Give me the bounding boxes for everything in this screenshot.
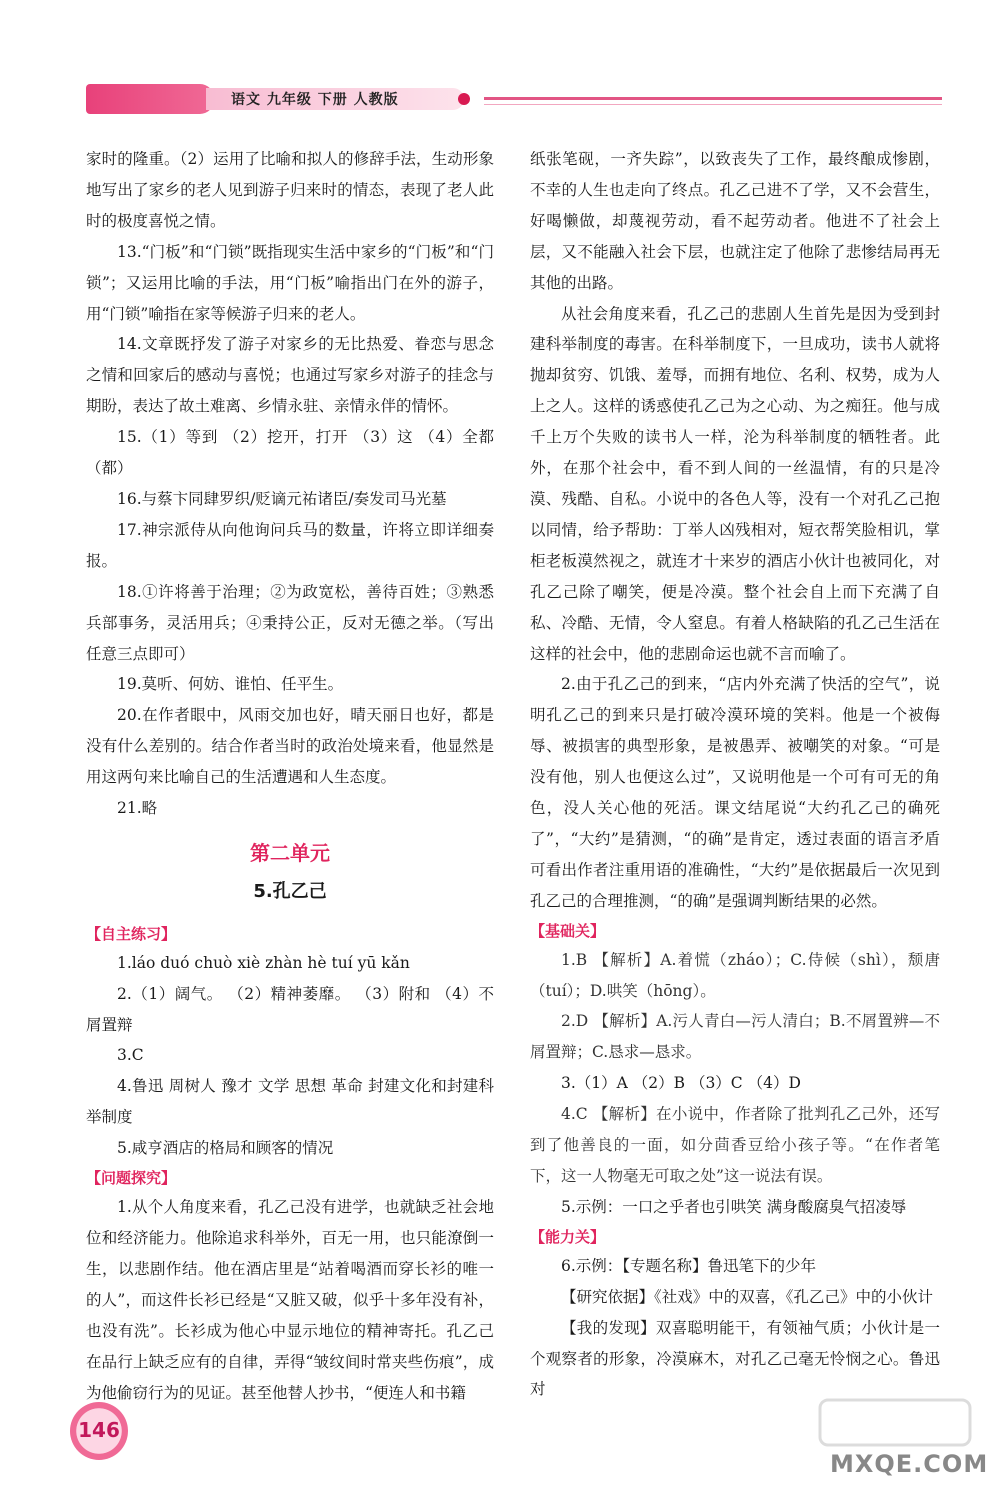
answer-13: 13.“门板”和“门锁”既指现实生活中家乡的“门板”和“门锁”；又运用比喻的手法，用“门板”喻指出门在外的游子，用“门锁”喻指在家等候游子归来的老人。 <box>86 242 494 323</box>
ability-item-2: 【研究依据】《社戏》中的双喜，《孔乙己》中的小伙计 <box>561 1287 934 1306</box>
page-number: 146 <box>78 1418 120 1442</box>
right-column <box>530 144 940 1405</box>
header-rule <box>484 97 942 100</box>
page-number-badge <box>70 1402 128 1460</box>
header-tab <box>86 84 214 114</box>
lesson-title: 5.孔乙己 <box>253 880 327 902</box>
basic-item-3: 3.（1）A （2）B （3）C （4）D <box>561 1074 801 1093</box>
basic-item-5: 5.示例：一口之乎者也引哄笑 满身酸腐臭气招凌辱 <box>561 1197 907 1216</box>
book-info: 语文 九年级 下册 人教版 <box>231 92 399 108</box>
ability-item-3: 【我的发现】双喜聪明能干，有领袖气质；小伙计是一个观察者的形象，冷漠麻木，对孔乙己毫无怜悯之心。鲁迅对 <box>530 1318 940 1399</box>
social-analysis-paragraph: 从社会角度来看，孔乙己的悲剧人生首先是因为受到封建科举制度的毒害。在科举制度下，一旦成功，读书人就将抛却贫穷、饥饿、羞辱，而拥有地位、名利、权势，成为人上之人。这样的诱惑使孔乙己为之心动、为之痴狂。他与成千上万个失败的读书人一样，沦为科举制度的牺牲者。此外，在那个社会中，看不到人间的一丝温情，有的只是冷漠、残酷、自私。小说中的各色人等，没有一个对孔乙己抱以同情，给予帮助：丁举人凶残相对，短衣帮笑脸相讥，掌柜老板漠然视之，就连才十来岁的酒店小伙计也被同化，对孔乙己除了嘲笑，便是冷漠。整个社会自上而下充满了自私、冷酷、无情，令人窒息。有着人格缺陷的孔乙己生活在这样的社会中，他的悲剧命运也就不言而喻了。 <box>530 304 940 663</box>
section-ability: 【能力关】 <box>530 1227 606 1246</box>
unit-title: 第二单元 <box>250 840 330 865</box>
answer-paragraph: 家时的隆重。（2）运用了比喻和拟人的修辞手法，生动形象地写出了家乡的老人见到游子归来时的情态，表现了老人此时的极度喜悦之情。 <box>86 150 494 230</box>
answer-18: 18.①许将善于治理；②为政宽松，善待百姓；③熟悉兵部事务，灵活用兵；④秉持公正，反对无德之举。（写出任意三点即可） <box>86 582 494 663</box>
left-column <box>86 144 494 1408</box>
page-header <box>86 78 946 120</box>
self-item-4: 4.鲁迅 周树人 豫才 文学 思想 革命 封建文化和封建科举制度 <box>86 1077 494 1127</box>
explore-paragraph-continued: 纸张笔砚，一齐失踪”，以致丧失了工作，最终酿成惨剧，不幸的人生也走向了终点。孔乙己进不了学，又不会营生，好喝懒做，却蔑视劳动，看不起劳动者。他进不了社会上层，又不能融入社会下层，也就注定了他除了悲惨结局再无其他的出路。 <box>530 150 940 292</box>
answer-15: 15.（1）等到 （2）挖开，打开 （3）这 （4）全都（都） <box>86 428 494 478</box>
self-item-5: 5.咸亨酒店的格局和顾客的情况 <box>117 1139 334 1158</box>
answer-21: 21.略 <box>117 799 158 818</box>
header-rule-thin <box>484 104 942 105</box>
basic-item-1: 1.B 【解析】A.着慌（zháo）；C.侍候（shì），颓唐（tuí）；D.哄笑（hōng）。 <box>530 950 940 1000</box>
explore-paragraph: 1.从个人角度来看，孔乙己没有进学，也就缺乏社会地位和经济能力。他除追求科举外，百无一用，也只能潦倒一生，以悲剧作结。他在酒店里是“站着喝酒而穿长衫的唯一的人”，而这件长衫已经是“又脏又破，似乎十多年没有补，也没有洗”。长衫成为他心中显示地位的精神寄托。孔乙己在品行上缺乏应有的自律，弄得“皱纹间时常夹些伤痕”，成为他偷窃行为的见证。甚至他替人抄书，“便连人和书籍 <box>86 1198 494 1402</box>
watermark-text: MXQE.COM <box>830 1450 989 1478</box>
section-basic: 【基础关】 <box>530 921 606 940</box>
answer-19: 19.莫听、何妨、谁怕、任平生。 <box>117 675 344 694</box>
section-problem-explore: 【问题探究】 <box>86 1169 177 1188</box>
self-item-3: 3.C <box>117 1046 144 1065</box>
section-self-practice: 【自主练习】 <box>86 924 177 943</box>
basic-item-4: 4.C 【解析】在小说中，作者除了批判孔乙己外，还写到了他善良的一面，如分茴香豆给小孩子等。“在作者笔下，这一人物毫无可取之处”这一说法有误。 <box>530 1105 940 1185</box>
answer-16: 16.与蔡卞同肆罗织/贬谪元祐诸臣/奏发司马光墓 <box>117 489 447 508</box>
answer-17: 17.神宗派侍从向他询问兵马的数量，许将立即详细奏报。 <box>86 520 494 570</box>
ability-item-1: 6.示例：【专题名称】鲁迅笔下的少年 <box>561 1256 817 1275</box>
answer-14: 14.文章既抒发了游子对家乡的无比热爱、眷恋与思念之情和回家后的感动与喜悦；也通过写家乡对游子的挂念与期盼，表达了故土难离、乡情永驻、亲情永伴的情怀。 <box>86 335 494 416</box>
self-item-1: 1.láo duó chuò xiè zhàn hè tuí yū kǎn <box>117 953 410 972</box>
explore-answer-2: 2.由于孔乙己的到来，“店内外充满了快活的空气”，说明孔乙己的到来只是打破冷漠环境的笑料。他是一个被侮辱、被损害的典型形象，是被愚弄、被嘲笑的对象。“可是没有他，别人也便这么过”，又说明他是一个可有可无的角色，没人关心他的死活。课文结尾说“大约孔乙己的确死了”，“大约”是猜测，“的确”是肯定，透过表面的语言矛盾可看出作者注重用语的准确性，“大约”是依据最后一次见到孔乙己的合理推测，“的确”是强调判断结果的必然。 <box>530 675 940 910</box>
self-item-2: 2.（1）阔气。 （2）精神萎靡。 （3）附和 （4）不屑置辩 <box>86 984 494 1034</box>
header-dot <box>458 93 470 105</box>
answer-20: 20.在作者眼中，风雨交加也好，晴天丽日也好，都是没有什么差别的。结合作者当时的政治处境来看，他显然是用这两句来比喻自己的生活遭遇和人生态度。 <box>86 706 494 787</box>
basic-item-2: 2.D 【解析】A.污人青白—污人清白；B.不屑置辨—不屑置辩；C.恳求—恳求。 <box>530 1012 940 1062</box>
